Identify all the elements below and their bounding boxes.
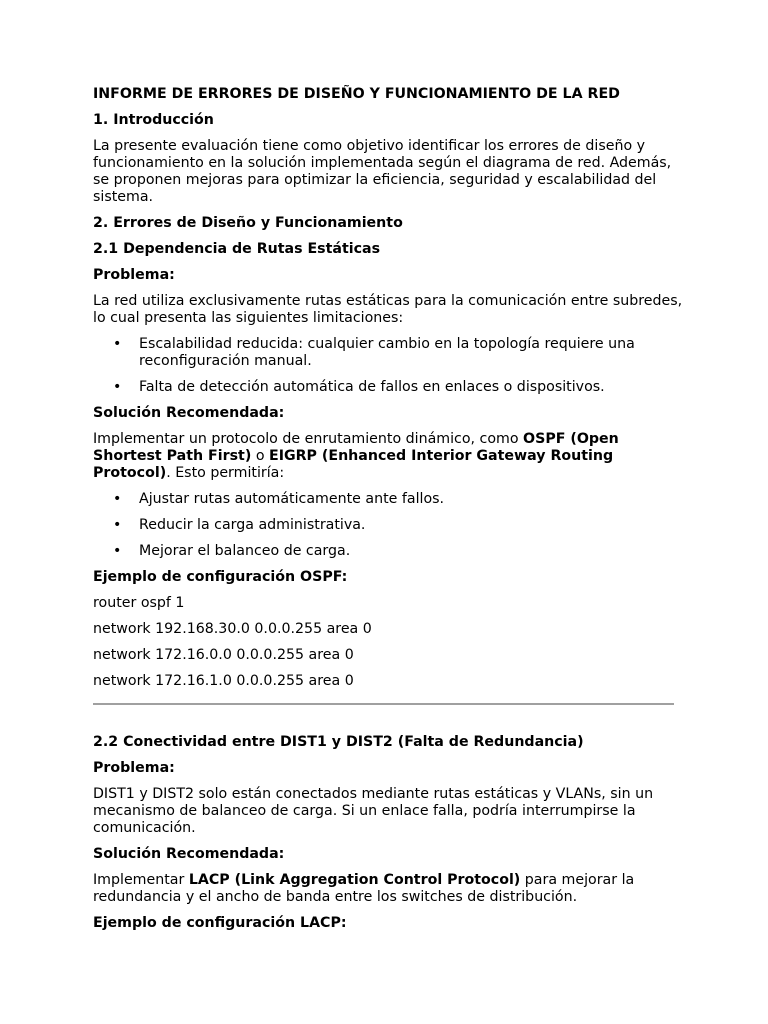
section-heading-intro: 1. Introducción <box>93 112 214 128</box>
solution-paragraph <box>93 872 683 906</box>
config-line: network 172.16.1.0 0.0.0.255 area 0 <box>93 673 354 689</box>
ospf-example-label: Ejemplo de configuración OSPF: <box>93 569 348 585</box>
solution-text-pre: Implementar un protocolo de enrutamiento dinámico, como <box>93 431 524 447</box>
solution-label: Solución Recomendada: <box>93 846 285 862</box>
list-item <box>93 491 683 508</box>
solution-text-post: para mejorar la redundancia y el ancho de banda entre los switches de distribución. <box>93 872 635 905</box>
problem-label: Problema: <box>93 267 175 283</box>
list-item-text: Mejorar el balanceo de carga. <box>139 543 351 559</box>
config-line: network 172.16.0.0 0.0.0.255 area 0 <box>93 647 354 663</box>
lacp-example-label: Ejemplo de configuración LACP: <box>93 915 347 931</box>
subsection-heading-2-1: 2.1 Dependencia de Rutas Estáticas <box>93 241 381 257</box>
list-item <box>93 336 683 370</box>
problem-paragraph: La red utiliza exclusivamente rutas estáticas para la comunicación entre subredes, lo cual presenta las siguientes limitaciones: <box>93 293 683 326</box>
list-item <box>93 517 683 534</box>
list-item-text: Falta de detección automática de fallos en enlaces o dispositivos. <box>139 379 605 395</box>
list-item <box>93 379 683 396</box>
bullet-icon: • <box>113 517 122 533</box>
solution-text-post: . Esto permitiría: <box>166 465 285 481</box>
bullet-icon: • <box>113 491 122 507</box>
section-heading-errors: 2. Errores de Diseño y Funcionamiento <box>93 215 403 231</box>
solution-ospf-term: OSPF (Open Shortest Path First) <box>93 431 619 464</box>
solution-lacp-term: LACP (Link Aggregation Control Protocol) <box>188 872 521 888</box>
limitations-list <box>93 336 683 396</box>
bullet-icon: • <box>113 336 122 352</box>
config-line: network 192.168.30.0 0.0.0.255 area 0 <box>93 621 372 637</box>
list-item-text: Ajustar rutas automáticamente ante fallos. <box>139 491 445 507</box>
bullet-icon: • <box>113 543 122 559</box>
list-item-text: Escalabilidad reducida: cualquier cambio en la topología requiere una reconfiguración manual. <box>139 336 635 369</box>
problem-label: Problema: <box>93 760 175 776</box>
intro-paragraph: La presente evaluación tiene como objetivo identificar los errores de diseño y funcionamiento en la solución implementada según el diagrama de red. Además, se proponen mejoras para optimizar la eficiencia, seguridad y escalabilidad del sistema. <box>93 138 672 205</box>
bullet-icon: • <box>113 379 122 395</box>
solution-paragraph <box>93 431 683 482</box>
horizontal-divider <box>93 703 674 705</box>
subsection-heading-2-2: 2.2 Conectividad entre DIST1 y DIST2 (Falta de Redundancia) <box>93 734 584 750</box>
solution-eigrp-term: EIGRP (Enhanced Interior Gateway Routing Protocol) <box>93 448 614 481</box>
list-item-text: Reducir la carga administrativa. <box>139 517 366 533</box>
document-page <box>93 86 683 941</box>
list-item <box>93 543 683 560</box>
solution-text-mid: o <box>251 448 270 464</box>
solution-label: Solución Recomendada: <box>93 405 285 421</box>
document-title: INFORME DE ERRORES DE DISEÑO Y FUNCIONAMIENTO DE LA RED <box>93 86 620 102</box>
solution-text-pre: Implementar <box>93 872 189 888</box>
config-line: router ospf 1 <box>93 595 185 611</box>
problem-paragraph: DIST1 y DIST2 solo están conectados mediante rutas estáticas y VLANs, sin un mecanismo de balanceo de carga. Si un enlace falla, podría interrumpirse la comunicación. <box>93 786 654 836</box>
benefits-list <box>93 491 683 560</box>
